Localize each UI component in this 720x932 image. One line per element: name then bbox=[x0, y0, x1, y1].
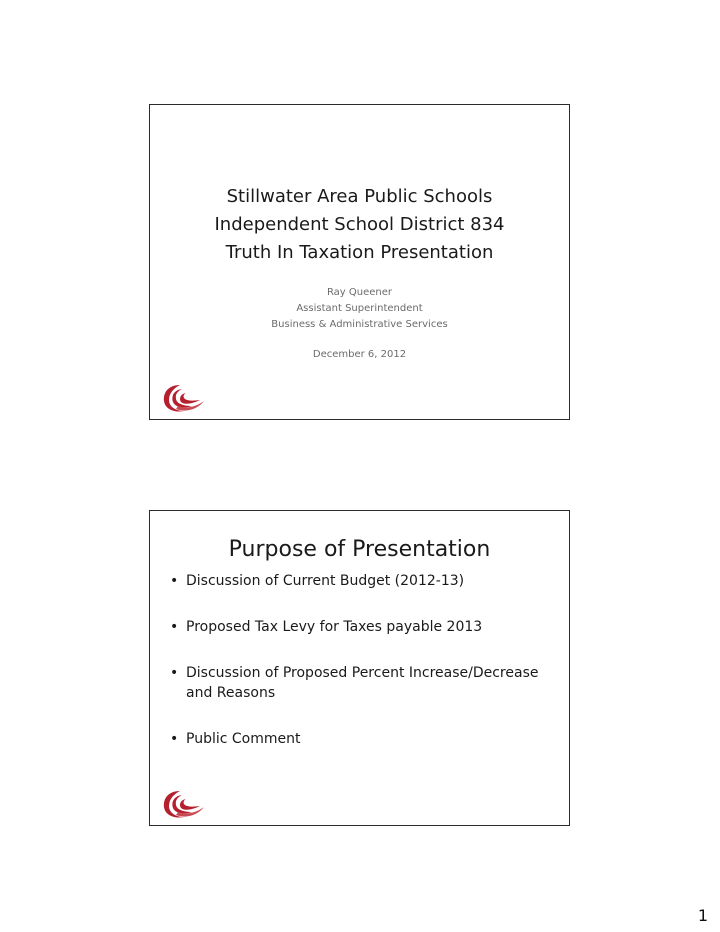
bullet-item bbox=[170, 729, 560, 749]
presentation-date: December 6, 2012 bbox=[312, 349, 407, 360]
title-line-2: Independent School District 834 bbox=[214, 214, 505, 235]
district-swirl-logo-icon bbox=[160, 379, 206, 415]
bullet-text: • Discussion of Current Budget (2012-13) bbox=[186, 573, 465, 589]
bullet-item bbox=[170, 571, 560, 591]
bullet-text: • Discussion of Proposed Percent Increase/Decrease and Reasons bbox=[186, 665, 539, 701]
bullet-item bbox=[170, 663, 560, 703]
slide-title bbox=[149, 104, 570, 420]
purpose-heading: Purpose of Presentation bbox=[228, 537, 491, 562]
bullet-text: • Proposed Tax Levy for Taxes payable 2013 bbox=[186, 619, 483, 635]
title-line-3: Truth In Taxation Presentation bbox=[225, 242, 494, 263]
presenter-name: Ray Queener bbox=[326, 287, 393, 298]
page-number: 1 bbox=[697, 906, 708, 925]
district-swirl-logo-icon bbox=[160, 785, 206, 821]
slide-title-heading bbox=[150, 183, 569, 267]
presenter-department: Business & Administrative Services bbox=[271, 319, 448, 330]
bullet-text: • Public Comment bbox=[186, 731, 301, 747]
slide-purpose bbox=[149, 510, 570, 826]
presenter-info bbox=[150, 285, 569, 333]
presenter-role: Assistant Superintendent bbox=[296, 303, 423, 314]
title-line-1: Stillwater Area Public Schools bbox=[226, 186, 493, 207]
bullet-item bbox=[170, 617, 560, 637]
purpose-bullet-list bbox=[170, 571, 560, 775]
